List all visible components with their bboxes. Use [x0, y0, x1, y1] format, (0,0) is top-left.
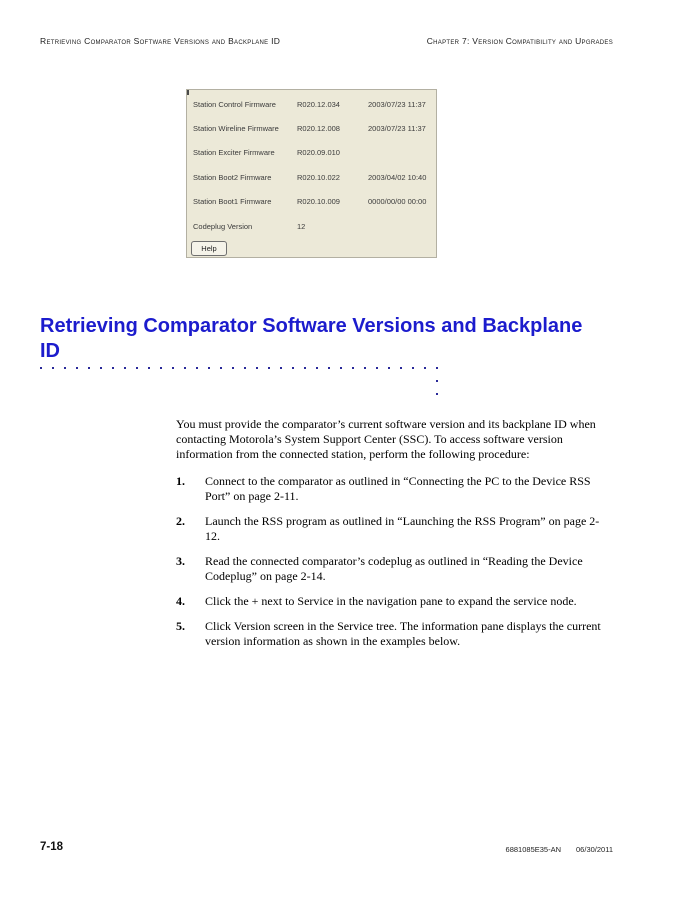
screenshot-crop-artifact: [187, 90, 189, 95]
version-row-label: Station Control Firmware: [193, 99, 276, 109]
version-row-value: R020.10.022: [297, 172, 340, 182]
step-text: Click the + next to Service in the navigation pane to expand the service node.: [205, 594, 577, 608]
version-row: [187, 92, 436, 116]
step-number: 4.: [176, 594, 185, 608]
version-row-value: 12: [297, 221, 306, 231]
help-button[interactable]: Help: [191, 241, 227, 256]
dot: [436, 393, 438, 395]
version-row-value: R020.09.010: [297, 148, 340, 158]
step-number: 1.: [176, 474, 185, 488]
firmware-version-panel-screenshot: [186, 89, 437, 258]
version-row: [187, 116, 436, 140]
section-title: Retrieving Comparator Software Versions and Backplane ID: [40, 315, 583, 362]
step-text: Launch the RSS program as outlined in “Launching the RSS Program” on page 2-12.: [205, 514, 600, 543]
intro-paragraph: You must provide the comparator’s current software version and its backplane ID when contacting Motorola’s System Support Center (SSC). To access software version information from the connected station, perform the following procedure:: [176, 417, 596, 461]
step-text: Click Version screen in the Service tree. The information pane displays the current version information as shown in the examples below.: [205, 619, 601, 648]
version-row-value: R020.12.008: [297, 124, 340, 134]
doc-number: 6881085E35-AN: [505, 845, 562, 854]
version-row: [187, 141, 436, 165]
version-row-value: R020.10.009: [297, 197, 340, 207]
version-row-label: Station Boot2 Firmware: [193, 172, 272, 182]
version-row: [187, 165, 436, 189]
version-row-date: 2003/07/23 11:37: [368, 99, 426, 109]
procedure-steps: [176, 474, 613, 659]
step-number: 3.: [176, 554, 185, 568]
version-row-label: Codeplug Version: [193, 221, 253, 231]
running-header: [40, 36, 613, 46]
footer-date: 06/30/2011: [576, 845, 613, 854]
dotted-rule: [40, 367, 447, 369]
version-row-value: R020.12.034: [297, 99, 340, 109]
procedure-step: [176, 514, 613, 544]
version-row-label: Station Boot1 Firmware: [193, 197, 272, 207]
dot: [436, 380, 438, 382]
page-number: 7-18: [40, 841, 64, 853]
version-row-date: 0000/00/00 00:00: [368, 197, 427, 207]
procedure-step: [176, 594, 613, 609]
version-row-label: Station Exciter Firmware: [193, 148, 275, 158]
version-row-date: 2003/07/23 11:37: [368, 124, 426, 134]
procedure-step: [176, 474, 613, 504]
version-row: [187, 214, 436, 238]
step-number: 2.: [176, 514, 185, 528]
procedure-step: [176, 554, 613, 584]
footer-right: [506, 845, 613, 854]
step-text: Read the connected comparator’s codeplug as outlined in “Reading the Device Codeplug” on page 2-14.: [205, 554, 583, 583]
running-header-left: Retrieving Comparator Software Versions and Backplane ID: [40, 36, 281, 46]
procedure-step: [176, 619, 613, 649]
version-row-label: Station Wireline Firmware: [193, 124, 279, 134]
running-header-right: Chapter 7: Version Compatibility and Upgrades: [426, 36, 613, 46]
step-text: Connect to the comparator as outlined in “Connecting the PC to the Device RSS Port” on page 2-11.: [205, 474, 591, 503]
version-row: [187, 190, 436, 214]
step-number: 5.: [176, 619, 185, 633]
version-row-date: 2003/04/02 10:40: [368, 172, 427, 182]
